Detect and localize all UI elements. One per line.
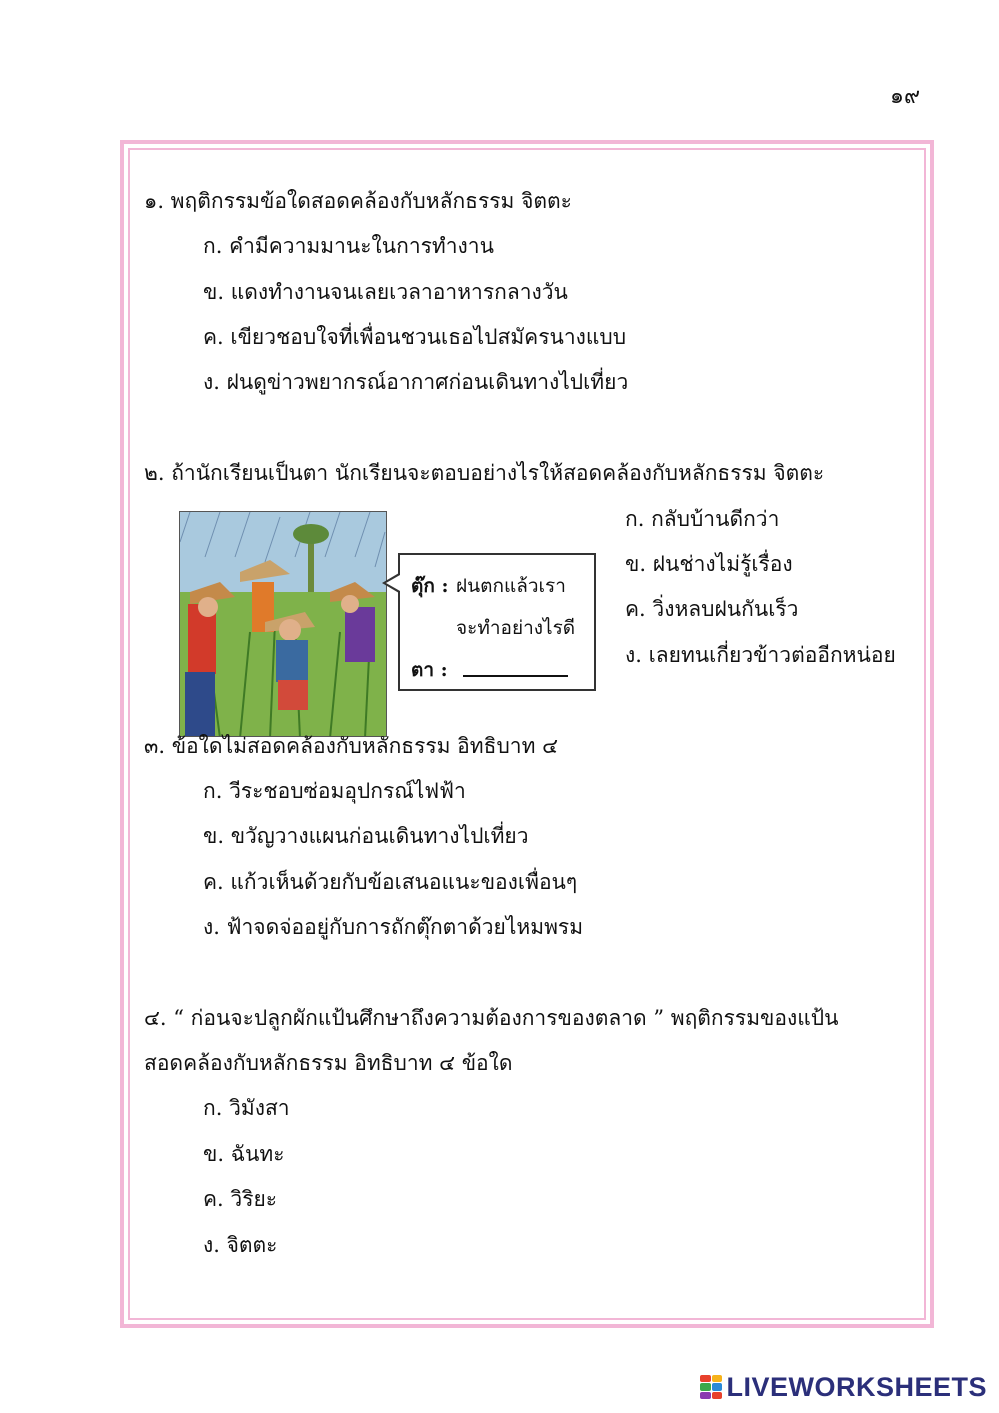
rice-harvest-illustration (179, 511, 387, 737)
bubble-line-1: ฝนตกแล้วเรา (456, 575, 566, 597)
q3-option-c[interactable]: ค. แก้วเห็นด้วยกับข้อเสนอแนะของเพื่อนๆ (203, 870, 578, 894)
q4-option-c[interactable]: ค. วิริยะ (203, 1187, 278, 1211)
page-number: ๑๙ (890, 84, 921, 109)
q1-option-a[interactable]: ก. คำมีความมานะในการทำงาน (203, 234, 494, 258)
question-1: ๑. พฤติกรรมข้อใดสอดคล้องกับหลักธรรม จิตตะ (144, 189, 572, 213)
q1-option-b[interactable]: ข. แดงทำงานจนเลยเวลาอาหารกลางวัน (203, 280, 568, 304)
q3-option-b[interactable]: ข. ขวัญวางแผนก่อนเดินทางไปเที่ยว (203, 824, 529, 848)
q4-option-b[interactable]: ข. ฉันทะ (203, 1142, 285, 1166)
q1-option-c[interactable]: ค. เขียวชอบใจที่เพื่อนชวนเธอไปสมัครนางแบบ (203, 325, 627, 349)
q4-option-d[interactable]: ง. จิตตะ (203, 1233, 278, 1257)
q3-option-d[interactable]: ง. ฟ้าจดจ่ออยู่กับการถักตุ๊กตาด้วยไหมพรม (203, 915, 584, 939)
bubble-speaker-tuk: ตุ๊ก : (411, 575, 449, 597)
q1-option-d[interactable]: ง. ฝนดูข่าวพยากรณ์อากาศก่อนเดินทางไปเที่ยว (203, 370, 629, 394)
answer-blank[interactable] (463, 675, 568, 677)
liveworksheets-logo (700, 1373, 987, 1401)
q4-option-a[interactable]: ก. วิมังสา (203, 1096, 290, 1120)
q2-option-d[interactable]: ง. เลยทนเกี่ยวข้าวต่ออีกหน่อย (625, 643, 896, 667)
question-2: ๒. ถ้านักเรียนเป็นตา นักเรียนจะตอบอย่างไรให้สอดคล้องกับหลักธรรม จิตตะ (144, 461, 825, 485)
question-4-line-1: ๔. “ ก่อนจะปลูกผักแป้นศึกษาถึงความต้องการของตลาด ” พฤติกรรมของแป้น (144, 1006, 839, 1030)
liveworksheets-logo-icon (700, 1375, 722, 1399)
bubble-speaker-ta: ตา : (411, 659, 448, 681)
question-4-line-2: สอดคล้องกับหลักธรรม อิทธิบาท ๔ ข้อใด (144, 1051, 513, 1075)
q2-option-b[interactable]: ข. ฝนช่างไม่รู้เรื่อง (625, 552, 793, 576)
q2-option-a[interactable]: ก. กลับบ้านดีกว่า (625, 507, 780, 531)
q3-option-a[interactable]: ก. วีระชอบซ่อมอุปกรณ์ไฟฟ้า (203, 779, 466, 803)
question-3: ๓. ข้อใดไม่สอดคล้องกับหลักธรรม อิทธิบาท ๔ (144, 734, 558, 758)
q2-option-c[interactable]: ค. วิ่งหลบฝนกันเร็ว (625, 597, 799, 621)
liveworksheets-brand: LIVEWORKSHEETS (726, 1371, 987, 1402)
bubble-line-2: จะทำอย่างไรดี (456, 617, 576, 639)
